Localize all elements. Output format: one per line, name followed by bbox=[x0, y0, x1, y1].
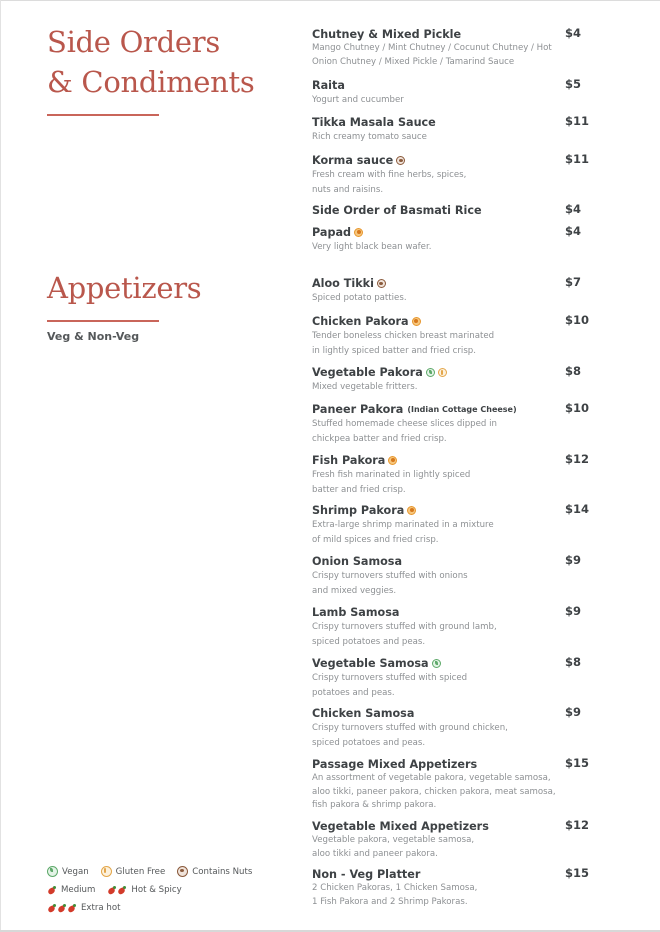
item-price: $15 bbox=[565, 866, 590, 880]
item-price: $15 bbox=[565, 756, 590, 770]
vegan-icon bbox=[47, 866, 58, 877]
menu-item-chicken-samosa bbox=[312, 705, 602, 751]
item-description-line: Spiced potato patties. bbox=[312, 293, 407, 303]
item-price: $8 bbox=[565, 655, 582, 669]
legend-row-spice bbox=[47, 885, 182, 895]
menu-item-non-veg-platter bbox=[312, 866, 602, 909]
item-description-line: An assortment of vegetable pakora, vegetable samosa, bbox=[312, 773, 551, 783]
item-description-line: Extra-large shrimp marinated in a mixture bbox=[312, 520, 494, 530]
item-name: Fish Pakora bbox=[312, 453, 386, 467]
menu-item-papad bbox=[312, 224, 602, 255]
item-name: Onion Samosa bbox=[312, 554, 403, 568]
item-name: Shrimp Pakora bbox=[312, 503, 405, 517]
item-name: Chutney & Mixed Pickle bbox=[312, 27, 462, 41]
item-description-line: spiced potatoes and peas. bbox=[312, 738, 426, 748]
gluten-free-icon bbox=[101, 866, 112, 877]
item-name: Papad bbox=[312, 225, 352, 239]
chili-icon bbox=[47, 886, 56, 895]
item-price: $9 bbox=[565, 604, 582, 618]
legend-medium-label: Medium bbox=[61, 885, 96, 895]
legend-hot-spicy-label: Hot & Spicy bbox=[131, 885, 182, 895]
chili-icon bbox=[57, 904, 66, 913]
vegan-icon bbox=[426, 368, 435, 377]
chili-icon bbox=[47, 904, 56, 913]
item-name: Korma sauce bbox=[312, 153, 394, 167]
legend-row-dietary bbox=[47, 866, 252, 877]
item-description-line: Fresh fish marinated in lightly spiced bbox=[312, 470, 471, 480]
item-description-line: Tender boneless chicken breast marinated bbox=[312, 331, 495, 341]
item-description-line: Mixed vegetable fritters. bbox=[312, 382, 418, 392]
side-orders-title-line1: Side Orders bbox=[47, 25, 220, 59]
menu-item-paneer-pakora bbox=[312, 401, 602, 447]
item-description-line: potatoes and peas. bbox=[312, 688, 395, 698]
allergen-icon bbox=[388, 456, 397, 465]
item-price: $11 bbox=[565, 152, 590, 166]
item-price: $14 bbox=[565, 502, 590, 516]
item-description-line: Vegetable pakora, vegetable samosa, bbox=[312, 835, 475, 845]
menu-item-onion-samosa bbox=[312, 553, 602, 599]
item-description-line: fish pakora & shrimp pakora. bbox=[312, 800, 437, 810]
item-name-note: (Indian Cottage Cheese) bbox=[407, 404, 517, 414]
allergen-icon bbox=[412, 317, 421, 326]
contains-nuts-icon bbox=[177, 866, 188, 877]
legend-contains-nuts-label: Contains Nuts bbox=[192, 866, 253, 877]
item-price: $4 bbox=[565, 202, 582, 216]
side-orders-divider bbox=[47, 114, 159, 116]
menu-item-tikka-masala-sauce bbox=[312, 114, 602, 145]
legend-row-extra-hot bbox=[47, 903, 121, 913]
item-description-line: chickpea batter and fried crisp. bbox=[312, 434, 447, 444]
allergen-icon bbox=[354, 228, 363, 237]
item-price: $4 bbox=[565, 224, 582, 238]
item-price: $11 bbox=[565, 114, 590, 128]
item-description-line: of mild spices and fried crisp. bbox=[312, 535, 439, 545]
item-price: $9 bbox=[565, 705, 582, 719]
menu-item-vegetable-mixed-appetizers bbox=[312, 818, 602, 861]
legend-extra-hot-label: Extra hot bbox=[81, 903, 121, 913]
menu-item-passage-mixed-appetizers bbox=[312, 756, 602, 813]
item-description-line: 1 Fish Pakora and 2 Shrimp Pakoras. bbox=[312, 896, 468, 907]
menu-item-aloo-tikki bbox=[312, 275, 602, 306]
item-description-line: 2 Chicken Pakoras, 1 Chicken Samosa, bbox=[312, 883, 478, 893]
item-name: Chicken Samosa bbox=[312, 706, 415, 720]
item-description-line: batter and fried crisp. bbox=[312, 485, 406, 495]
item-description-line: Mango Chutney / Mint Chutney / Cocunut Chutney / Hot bbox=[312, 43, 552, 53]
item-name: Paneer Pakora bbox=[312, 402, 404, 416]
gluten-free-icon bbox=[438, 368, 447, 377]
menu-item-korma-sauce bbox=[312, 152, 602, 198]
menu-item-vegetable-samosa bbox=[312, 655, 602, 701]
appetizers-title: Appetizers bbox=[47, 271, 202, 305]
menu-item-chutney-mixed-pickle bbox=[312, 26, 602, 69]
item-description-line: Crispy turnovers stuffed with onions bbox=[312, 571, 468, 581]
item-description-line: nuts and raisins. bbox=[312, 185, 384, 195]
item-description-line: Crispy turnovers stuffed with ground chicken, bbox=[312, 723, 508, 733]
item-price: $10 bbox=[565, 401, 590, 415]
appetizers-subtitle: Veg & Non-Veg bbox=[47, 330, 140, 343]
item-name: Vegetable Mixed Appetizers bbox=[312, 819, 489, 833]
item-price: $12 bbox=[565, 818, 590, 832]
item-price: $5 bbox=[565, 77, 582, 91]
menu-item-shrimp-pakora bbox=[312, 502, 602, 548]
menu-item-chicken-pakora bbox=[312, 313, 602, 359]
item-name: Passage Mixed Appetizers bbox=[312, 757, 478, 771]
allergen-icon bbox=[407, 506, 416, 515]
item-description-line: Very light black bean wafer. bbox=[312, 242, 432, 252]
item-price: $8 bbox=[565, 364, 582, 378]
item-description-line: and mixed veggies. bbox=[312, 586, 397, 596]
item-name: Vegetable Samosa bbox=[312, 656, 429, 670]
chili-icon bbox=[67, 904, 76, 913]
item-price: $7 bbox=[565, 275, 582, 289]
menu-item-lamb-samosa bbox=[312, 604, 602, 650]
item-name: Raita bbox=[312, 78, 345, 92]
item-description-line: Fresh cream with fine herbs, spices, bbox=[312, 170, 467, 180]
item-price: $10 bbox=[565, 313, 590, 327]
menu-item-vegetable-pakora bbox=[312, 364, 602, 395]
item-description-line: Stuffed homemade cheese slices dipped in bbox=[312, 419, 497, 429]
legend-gluten-free-label: Gluten Free bbox=[115, 866, 166, 877]
item-price: $4 bbox=[565, 26, 582, 40]
menu-item-basmati-rice bbox=[312, 202, 602, 218]
item-description-line: Yogurt and cucumber bbox=[312, 95, 404, 105]
item-description-line: Crispy turnovers stuffed with spiced bbox=[312, 673, 468, 683]
contains-nuts-icon bbox=[377, 279, 386, 288]
item-name: Tikka Masala Sauce bbox=[312, 115, 436, 129]
item-price: $12 bbox=[565, 452, 590, 466]
legend-vegan-label: Vegan bbox=[62, 866, 89, 877]
chili-icon bbox=[107, 886, 116, 895]
item-description-line: Crispy turnovers stuffed with ground lamb, bbox=[312, 622, 497, 632]
side-orders-title-line2: & Condiments bbox=[47, 65, 255, 99]
page-left-edge bbox=[0, 0, 1, 932]
chili-icon bbox=[117, 886, 126, 895]
item-name: Chicken Pakora bbox=[312, 314, 409, 328]
item-name: Aloo Tikki bbox=[312, 276, 374, 290]
vegan-icon bbox=[432, 659, 441, 668]
page-top-edge bbox=[0, 0, 660, 1]
menu-item-raita bbox=[312, 77, 602, 108]
item-description-line: in lightly spiced batter and fried crisp. bbox=[312, 346, 476, 356]
item-price: $9 bbox=[565, 553, 582, 567]
item-description-line: Rich creamy tomato sauce bbox=[312, 132, 427, 142]
item-name: Side Order of Basmati Rice bbox=[312, 203, 482, 217]
appetizers-divider bbox=[47, 320, 159, 322]
item-description-line: spiced potatoes and peas. bbox=[312, 637, 426, 647]
item-name: Vegetable Pakora bbox=[312, 365, 423, 379]
item-name: Lamb Samosa bbox=[312, 605, 400, 619]
contains-nuts-icon bbox=[396, 156, 405, 165]
item-description-line: Onion Chutney / Mixed Pickle / Tamarind Sauce bbox=[312, 56, 515, 67]
item-description-line: aloo tikki, paneer pakora, chicken pakora, meat samosa, bbox=[312, 786, 556, 797]
menu-item-fish-pakora bbox=[312, 452, 602, 498]
item-name: Non - Veg Platter bbox=[312, 867, 421, 881]
item-description-line: aloo tikki and paneer pakora. bbox=[312, 848, 438, 859]
